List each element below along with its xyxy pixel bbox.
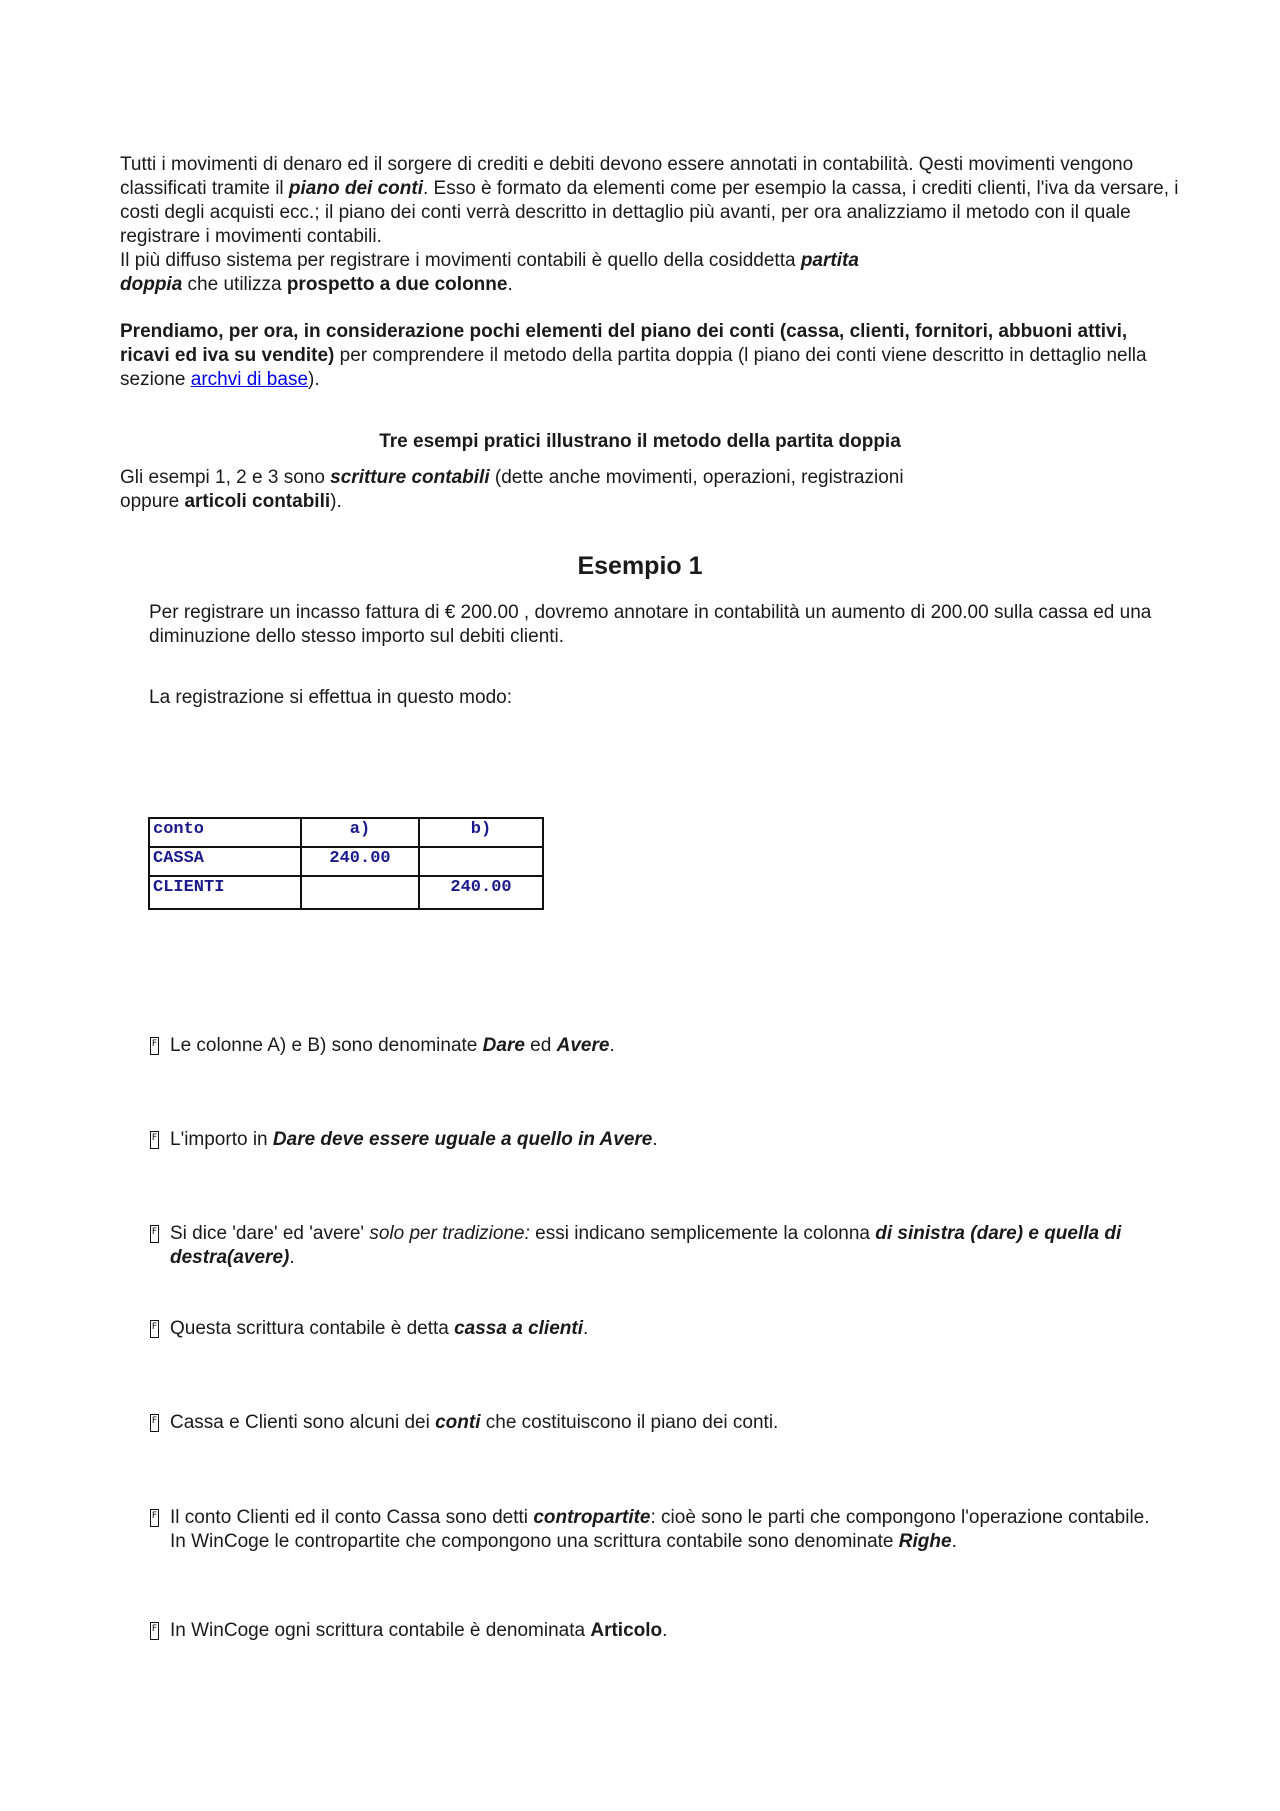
emphasis: solo per tradizione: xyxy=(369,1223,530,1244)
text-run: . xyxy=(507,274,513,295)
table-row xyxy=(149,847,543,876)
registration-intro: La registrazione si effettua in questo modo: xyxy=(149,687,512,708)
text-run: (dette anche movimenti, operazioni, registrazioni xyxy=(489,467,904,488)
text-run: . xyxy=(951,1531,957,1552)
note-text xyxy=(149,1619,1169,1643)
term-scritture-contabili: scritture contabili xyxy=(330,467,490,488)
term-piano-dei-conti: piano dei conti xyxy=(288,178,423,199)
cell-dare: 240.00 xyxy=(301,847,419,876)
examples-intro xyxy=(120,466,1180,514)
missing-glyph-icon: F xyxy=(150,1320,159,1338)
text-run: Tutti i movimenti di denaro ed il sorgere di crediti e debiti devono essere annotati in contabilità. Qesti movimenti vengono classificati tramite il xyxy=(120,154,1134,199)
term-avere: Avere xyxy=(556,1035,610,1056)
term-articoli-contabili: articoli contabili xyxy=(184,491,331,512)
header-conto: conto xyxy=(149,818,301,847)
term-conti: conti xyxy=(435,1412,481,1433)
header-a: a) xyxy=(301,818,419,847)
text-run: Le colonne A) e B) sono denominate xyxy=(170,1035,483,1056)
text-run: che costituiscono il piano dei conti. xyxy=(480,1412,779,1433)
text-run: ed xyxy=(524,1035,557,1056)
text-run: per comprendere il metodo della partita doppia (l piano dei conti viene descritto in dettaglio nella sezione xyxy=(120,345,1147,390)
note-item xyxy=(149,1506,1169,1554)
table-row xyxy=(149,876,543,909)
note-text xyxy=(149,1034,1169,1058)
note-item xyxy=(149,1034,1169,1058)
text-run: Gli esempi 1, 2 e 3 sono xyxy=(120,467,331,488)
text-run: essi indicano semplicemente la colonna xyxy=(529,1223,876,1244)
missing-glyph-icon: F xyxy=(150,1225,159,1243)
text-run: . xyxy=(289,1247,295,1268)
text-run: . Esso è formato da elementi come per esempio la cassa, i crediti clienti, l'iva da versare, i costi degli acquisti ecc.; il piano dei conti verrà descritto in dettaglio più avanti, per ora analizziamo il metodo con il quale registrare i movimenti contabili. xyxy=(120,178,1179,247)
cell-avere xyxy=(419,847,543,876)
emphasis: di sinistra (dare) e quella di destra(avere) xyxy=(170,1223,1122,1268)
example-1-description: Per registrare un incasso fattura di € 200.00 , dovremo annotare in contabilità un aumento di 200.00 sulla cassa ed una diminuzione dello stesso importo sul debiti clienti. xyxy=(149,602,1152,647)
cell-avere: 240.00 xyxy=(419,876,543,909)
intro-paragraph-1 xyxy=(120,153,1180,249)
term-partita: partita xyxy=(800,250,859,271)
term-dare: Dare xyxy=(482,1035,525,1056)
missing-glyph-icon: F xyxy=(150,1622,159,1640)
intro-paragraph-3 xyxy=(120,320,1180,392)
text-run: Si dice 'dare' ed 'avere' xyxy=(170,1223,370,1244)
cell-dare xyxy=(301,876,419,909)
missing-glyph-icon: F xyxy=(150,1131,159,1149)
ledger-table xyxy=(148,817,544,910)
examples-heading: Tre esempi pratici illustrano il metodo della partita doppia xyxy=(379,431,901,452)
term-righe: Righe xyxy=(898,1531,952,1552)
text-run: Il conto Clienti ed il conto Cassa sono detti xyxy=(170,1507,534,1528)
note-text xyxy=(149,1506,1169,1554)
emphasis: Dare deve essere uguale a quello in Avere xyxy=(272,1129,653,1150)
note-item xyxy=(149,1411,1169,1435)
text-run: . xyxy=(652,1129,658,1150)
note-item xyxy=(149,1317,1169,1341)
term-prospetto: prospetto a due colonne xyxy=(286,274,508,295)
note-text xyxy=(149,1411,1169,1435)
note-text xyxy=(149,1317,1169,1341)
note-text xyxy=(149,1128,1169,1152)
note-text xyxy=(149,1222,1169,1270)
text-run: . xyxy=(609,1035,615,1056)
example-1-title: Esempio 1 xyxy=(577,552,703,580)
text-run: Questa scrittura contabile è detta xyxy=(170,1318,455,1339)
table-header-row xyxy=(149,818,543,847)
cell-account: CASSA xyxy=(149,847,301,876)
text-run: : cioè sono le parti che compongono l'operazione contabile. In WinCoge le contropartite che compongono una scrittura contabile sono denominate xyxy=(170,1507,1150,1552)
text-run: L'importo in xyxy=(170,1129,273,1150)
intro-paragraph-2 xyxy=(120,249,1180,297)
text-run: . xyxy=(662,1620,668,1641)
text-run: Cassa e Clienti sono alcuni dei xyxy=(170,1412,436,1433)
missing-glyph-icon: F xyxy=(150,1509,159,1527)
missing-glyph-icon: F xyxy=(150,1037,159,1055)
cell-account: CLIENTI xyxy=(149,876,301,909)
note-item xyxy=(149,1128,1169,1152)
text-run: oppure xyxy=(120,491,185,512)
text-run: ). xyxy=(308,369,320,390)
bold-lead: Prendiamo, per ora, in considerazione pochi elementi del piano dei conti (cassa, clienti, fornitori, abbuoni attivi, ricavi ed iva su vendite) xyxy=(120,321,1128,366)
term-contropartite: contropartite xyxy=(533,1507,651,1528)
note-item xyxy=(149,1619,1169,1643)
note-item xyxy=(149,1222,1169,1270)
text-run: . xyxy=(582,1318,589,1339)
text-run: ). xyxy=(330,491,342,512)
header-b: b) xyxy=(419,818,543,847)
term-articolo: Articolo xyxy=(590,1620,663,1641)
text-run: Il più diffuso sistema per registrare i movimenti contabili è quello della cosiddetta xyxy=(120,250,801,271)
text-run: In WinCoge ogni scrittura contabile è denominata xyxy=(170,1620,591,1641)
term-doppia: doppia xyxy=(120,274,183,295)
archivi-di-base-link[interactable]: archvi di base xyxy=(190,369,309,390)
missing-glyph-icon: F xyxy=(150,1414,159,1432)
term-cassa-a-clienti: cassa a clienti xyxy=(454,1318,583,1339)
text-run: che utilizza xyxy=(182,274,287,295)
